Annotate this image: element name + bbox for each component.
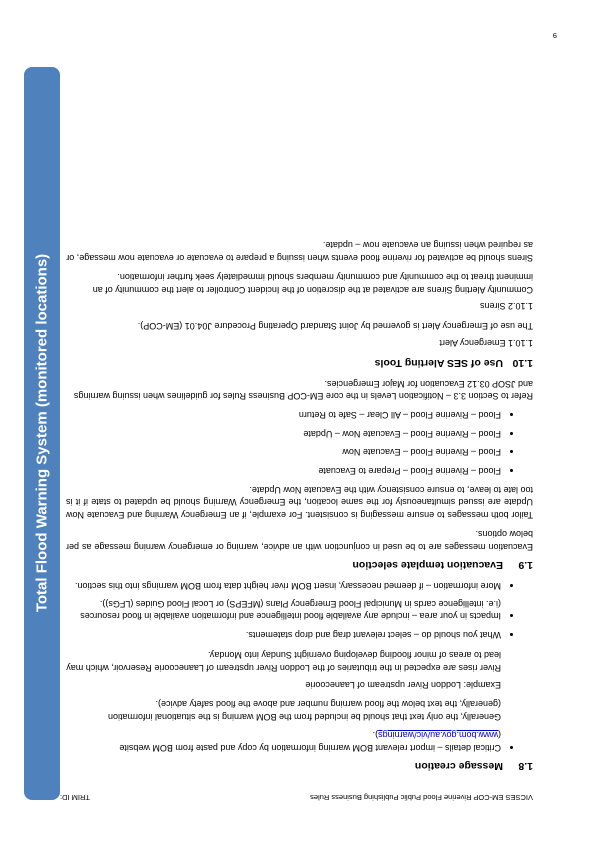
list-item: • Flood – Riverine Flood – Prepare to Evacuate [66,464,501,476]
list-item-text: ). [372,730,379,741]
paragraph: Tailor both messages to ensure messaging is consistent. For example, if an Emergency Warning and Evacuate Now Update are issued simultaneously for the same location, the Emergency Warning should be updated to state if it is too late to leave, to ensure consistency with the Evacuate Now Update. [66,485,533,520]
list-item: • More information – if deemed necessary, insert BOM river height data from BOM warnings into this section. [66,579,501,591]
header-trim-id: TRIM ID: [60,793,90,802]
page-header [60,793,533,802]
section-heading-1-8 [66,760,533,772]
list-item-text: Critical details – import relevant BOM warning information by copy and paste from BOM website ( [119,730,501,753]
bom-warnings-link[interactable]: www.bom.gov.au/vic/warnings [378,730,498,741]
side-tab [24,67,60,800]
list-item [66,698,501,754]
paragraph: Sirens should be activated for riverine flood events when issuing a prepare to evacuate or evacuate now message, or as required when issuing an evacuate now – update. [66,240,533,263]
header-title: VICSES EM-COP Riverine Flood Public Publishing Business Rules [310,793,533,802]
section-heading-1-10 [66,357,533,369]
section-number: 1.10 [512,357,533,370]
section-number: 1.8 [518,760,533,772]
page-content [66,232,533,780]
subsection-heading-emergency-alert: 1.10.1 Emergency Alert [439,337,533,348]
message-creation-list-2 [66,579,533,641]
list-item: • Flood – Riverine Flood – Evacuate Now – Update [66,427,501,439]
example-block [66,649,501,691]
list-item: • Impacts in your area – include any available flood intelligence and information available in flood resources (i.e. intelligence cards in Municipal Flood Emergency Plans (MFEPS) or Local Flood Guides (LFGs)). [66,598,501,623]
paragraph: Generally, the only text that should be included from the BOM warning is the situational information (generally, the text below the flood warning number and above the flood safety advice). [107,699,501,722]
page-number: 9 [552,31,557,40]
section-title: Use of SES Alerting Tools [374,357,503,370]
section-heading-1-9 [66,559,533,571]
side-tab-label: Total Flood Warning System (monitored locations) [33,254,51,613]
section-number: 1.9 [518,559,533,572]
section-title: Evacuation template selection [352,559,503,572]
example-text: River rises are expected in the tributaries of the Loddon River upstream of Laanecoorie Reservoir, which may lead to areas of minor flooding developing overnight Sunday into Monday. [66,650,501,673]
subsection-heading-sirens: 1.10.2 Sirens [479,301,533,312]
evacuation-template-list [66,409,533,477]
list-item: • Flood – Riverine Flood – Evacuate Now [66,446,501,458]
paragraph: Evacuation messages are to be used in conjunction with an advice, warning or emergency warning message as per below options. [66,529,533,552]
paragraph: Refer to Section 3.3 – Notification Levels in the core EM-COP Business Rules for guidelines when issuing warnings and JSOP 03.12 Evacuation for Major Emergencies. [73,378,533,402]
section-title: Message creation [414,760,503,772]
paragraph: The use of Emergency Alert is governed by Joint Standard Operating Procedure J04.01 (EM-COP). [137,321,533,332]
message-creation-list [66,698,533,754]
list-item: • Flood – Riverine Flood – All Clear – Safe to Return [66,409,501,421]
list-item: • What you should do – select relevant drag and drop statements. [66,628,501,640]
example-label: Example: Loddon River upstream of Laanecoorie [305,679,501,690]
paragraph: Community Alerting Sirens are activated at the discretion of the Incident Controller to alert the community of an imminent threat to the community and community members should immediately seek further information. [92,272,533,295]
